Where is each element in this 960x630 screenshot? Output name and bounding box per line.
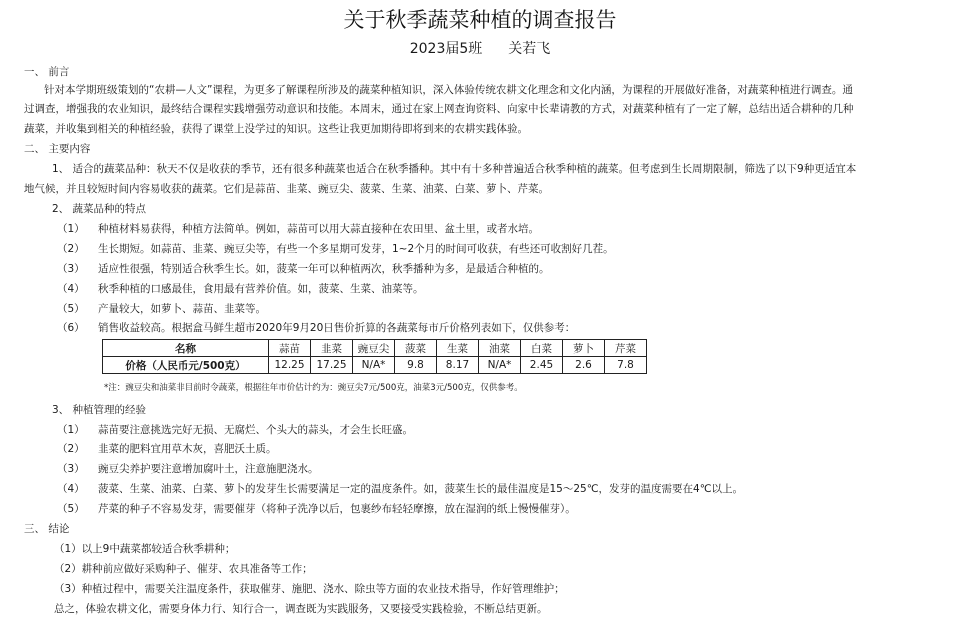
price-cell: 7.8 [605,357,647,374]
price-table-header-row [103,340,647,357]
vegetable-name-cell: 豌豆尖 [353,340,395,357]
traits-item-text: 生长期短。如蒜苗、韭菜、豌豆尖等，有些一个多星期可发芽，1~2个月的时间可收获，有些还可收割好几茬。 [98,243,614,255]
vegetable-name-cell: 芹菜 [605,340,647,357]
price-cell: 12.25 [269,357,311,374]
intro-line: 蔬菜，并收集到相关的种植经验，获得了课堂上没学过的知识。这些让我更加期待即将到来的农耕实践体验。 [24,123,528,135]
management-item-text: 韭菜的肥料宜用草木灰，喜肥沃土质。 [98,443,277,455]
management-item-text: 芹菜的种子不容易发芽，需要催芽（将种子洗净以后，包裹纱布轻轻摩擦，放在湿润的纸上慢慢催芽）。 [98,503,576,515]
traits-item-number: （6） [57,322,85,334]
conclusion-item: （3）种植过程中，需要关注温度条件，获取催芽、施肥、浇水、除虫等方面的农业技术指导，作好管理维护； [54,583,565,595]
intro-line: 针对本学期班级策划的“农耕—人文”课程，为更多了解课程所涉及的蔬菜种植知识，深入体验传统农耕文化理念和文化内涵，为课程的开展做好准备，对蔬菜种植进行调查。通 [44,84,853,96]
traits-item-text: 秋季种植的口感最佳，食用最有营养价值。如，菠菜、生菜、油菜等。 [98,283,424,295]
vegetable-name-cell: 萝卜 [563,340,605,357]
conclusion-item: （1）以上9中蔬菜都较适合秋季耕种； [54,543,236,555]
price-cell: 17.25 [311,357,353,374]
traits-item-number: （1） [57,223,85,235]
management-item-number: （4） [57,483,85,495]
management-item-text: 菠菜、生菜、油菜、白菜、萝卜的发芽生长需要满足一定的温度条件。如，菠菜生长的最佳温度是15～25℃，发芽的温度需要在4℃以上。 [98,483,743,495]
traits-item-text: 种植材料易获得，种植方法简单。例如，蒜苗可以用大蒜直接种在农田里、盆土里，或者水培。 [98,223,539,235]
class-name: 2023届5班 [409,41,483,57]
management-heading: 3、 种植管理的经验 [52,404,147,416]
price-row-label: 价格（人民币元/500克） [103,357,269,374]
price-cell: 2.6 [563,357,605,374]
price-table [102,339,647,374]
vegetable-name-cell: 韭菜 [311,340,353,357]
table-footnote: *注：豌豆尖和油菜非目前时令蔬菜，根据往年市价估计约为：豌豆尖7元/500克，油菜3元/500克，仅供参考。 [104,383,523,393]
price-cell: 8.17 [437,357,479,374]
price-cell: N/A* [353,357,395,374]
vegetable-name-cell: 蒜苗 [269,340,311,357]
traits-item-text: 产量较大，如萝卜、蒜苗、韭菜等。 [98,303,266,315]
management-item-number: （3） [57,463,85,475]
main-p1-line: 1、 适合的蔬菜品种：秋天不仅是收获的季节，还有很多种蔬菜也适合在秋季播种。其中有十多种普遍适合秋季种植的蔬菜。但考虑到生长周期限制，筛选了以下9种更适宜本 [52,163,857,175]
price-table-header-label: 名称 [103,340,269,357]
intro-line: 过调查，增强我的农业知识，最终结合课程实践增强劳动意识和技能。本周末，通过在家上网查询资料、向家中长辈请教的方式，对蔬菜种植有了一定了解，总结出适合耕种的几种 [24,103,854,115]
traits-item-number: （2） [57,243,85,255]
vegetable-name-cell: 生菜 [437,340,479,357]
report-byline [0,40,960,58]
management-item-number: （5） [57,503,85,515]
traits-item-text: 销售收益较高。根据盒马鲜生超市2020年9月20日售价折算的各蔬菜每市斤价格列表如下，仅供参考： [98,322,576,334]
vegetable-name-cell: 油菜 [479,340,521,357]
management-item-number: （2） [57,443,85,455]
vegetable-name-cell: 白菜 [521,340,563,357]
management-item-number: （1） [57,424,85,436]
vegetable-name-cell: 菠菜 [395,340,437,357]
traits-item-number: （4） [57,283,85,295]
author-name: 关若飞 [508,41,551,57]
traits-heading: 2、 蔬菜品种的特点 [52,203,147,215]
price-cell: 9.8 [395,357,437,374]
conclusion-summary: 总之，体验农耕文化，需要身体力行、知行合一，调查既为实践服务，又要接受实践检验，不断总结更新。 [54,603,548,615]
main-heading: 二、 主要内容 [24,143,91,155]
main-p1-line: 地气候，并且较短时间内容易收获的蔬菜。它们是蒜苗、韭菜、豌豆尖、菠菜、生菜、油菜、白菜、萝卜、芹菜。 [24,183,549,195]
conclusion-heading: 三、 结论 [24,523,70,535]
management-item-text: 蒜苗要注意挑选完好无损、无腐烂、个头大的蒜头，才会生长旺盛。 [98,424,413,436]
traits-item-text: 适应性很强，特别适合秋季生长。如，菠菜一年可以种植两次，秋季播种为多，是最适合种植的。 [98,263,550,275]
price-cell: N/A* [479,357,521,374]
traits-item-number: （5） [57,303,85,315]
traits-item-number: （3） [57,263,85,275]
management-item-text: 豌豆尖养护要注意增加腐叶土，注意施肥浇水。 [98,463,319,475]
conclusion-item: （2）耕种前应做好采购种子、催芽、农具准备等工作； [54,563,313,575]
price-cell: 2.45 [521,357,563,374]
report-title: 关于秋季蔬菜种植的调查报告 [343,8,617,32]
price-table-value-row [103,357,647,374]
intro-heading: 一、 前言 [24,66,70,78]
